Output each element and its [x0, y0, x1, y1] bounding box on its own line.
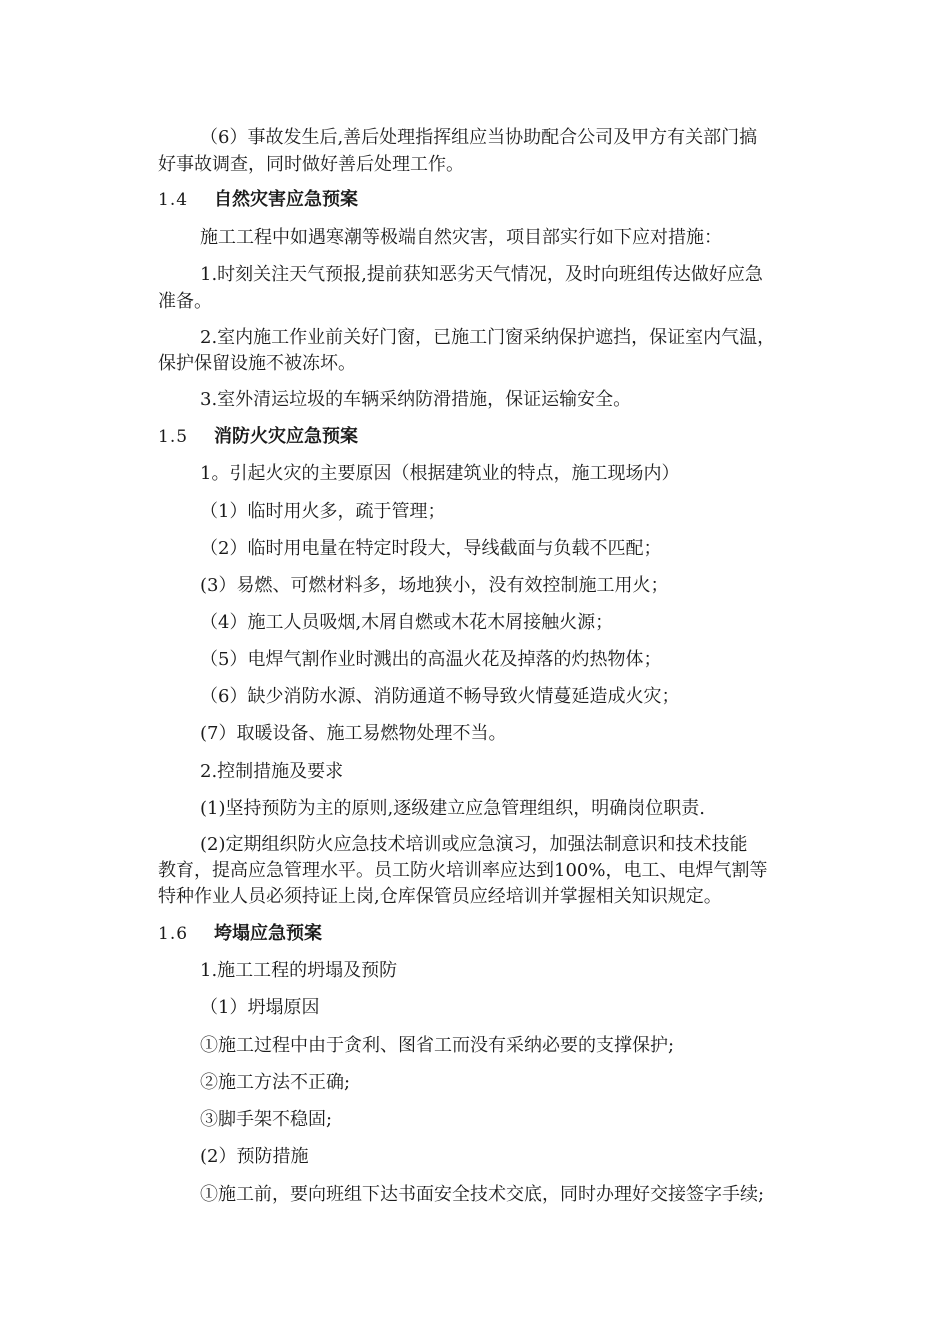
paragraph-line: 1.时刻关注天气预报,提前获知恶劣天气情况，及时向班组传达做好应急 — [200, 264, 763, 285]
paragraph-line: （5）电焊气割作业时溅出的高温火花及掉落的灼热物体； — [200, 649, 662, 670]
section-number: 1.4 — [158, 190, 189, 210]
paragraph-line: (7）取暖设备、施工易燃物处理不当。 — [200, 723, 507, 744]
section-title: 自然灾害应急预案 — [214, 189, 358, 210]
paragraph-line: 2.控制措施及要求 — [200, 761, 344, 782]
paragraph-line: （1）坍塌原因 — [200, 997, 320, 1018]
paragraph-line: 施工工程中如遇寒潮等极端自然灾害，项目部实行如下应对措施： — [200, 227, 722, 248]
section-title: 垮塌应急预案 — [214, 923, 322, 944]
paragraph-line: (1)坚持预防为主的原则,逐级建立应急管理组织，明确岗位职责. — [200, 798, 705, 819]
paragraph-line: ②施工方法不正确; — [200, 1072, 351, 1093]
paragraph-line: (2)定期组织防火应急技术培训或应急演习，加强法制意识和技术技能 — [200, 834, 748, 855]
paragraph-line: 1。引起火灾的主要原因（根据建筑业的特点，施工现场内） — [200, 463, 680, 484]
paragraph-line: 特种作业人员必须持证上岗,仓库保管员应经培训并掌握相关知识规定。 — [158, 886, 722, 907]
paragraph-line: （6）缺少消防水源、消防通道不畅导致火情蔓延造成火灾； — [200, 686, 680, 707]
paragraph-line: ①施工前，要向班组下达书面安全技术交底，同时办理好交接签字手续; — [200, 1184, 765, 1205]
paragraph-line: 3.室外清运垃圾的车辆采纳防滑措施，保证运输安全。 — [200, 389, 632, 410]
paragraph-line: 教育，提高应急管理水平。员工防火培训率应达到100%，电工、电焊气割等 — [158, 860, 768, 881]
paragraph-line: (2）预防措施 — [200, 1146, 309, 1167]
paragraph-line: (3）易燃、可燃材料多，场地狭小，没有效控制施工用火； — [200, 575, 669, 596]
paragraph-line: （4）施工人员吸烟,木屑自燃或木花木屑接触火源； — [200, 612, 614, 633]
paragraph-line: ①施工过程中由于贪利、图省工而没有采纳必要的支撑保护; — [200, 1035, 675, 1056]
paragraph-line: 准备。 — [158, 291, 212, 312]
paragraph-line: 2.室内施工作业前关好门窗，已施工门窗采纳保护遮挡，保证室内气温， — [200, 327, 776, 348]
paragraph-line: 好事故调查，同时做好善后处理工作。 — [158, 154, 464, 175]
section-number: 1.6 — [158, 924, 189, 944]
paragraph-line: （1）临时用火多，疏于管理； — [200, 501, 446, 522]
paragraph-line: （2）临时用电量在特定时段大，导线截面与负载不匹配； — [200, 538, 662, 559]
paragraph-line: 保护保留设施不被冻坏。 — [158, 353, 356, 374]
paragraph-line: （6）事故发生后,善后处理指挥组应当协助配合公司及甲方有关部门搞 — [200, 127, 758, 148]
paragraph-line: 1.施工工程的坍塌及预防 — [200, 960, 398, 981]
paragraph-line: ③脚手架不稳固; — [200, 1109, 333, 1130]
section-number: 1.5 — [158, 427, 189, 447]
section-title: 消防火灾应急预案 — [214, 426, 358, 447]
